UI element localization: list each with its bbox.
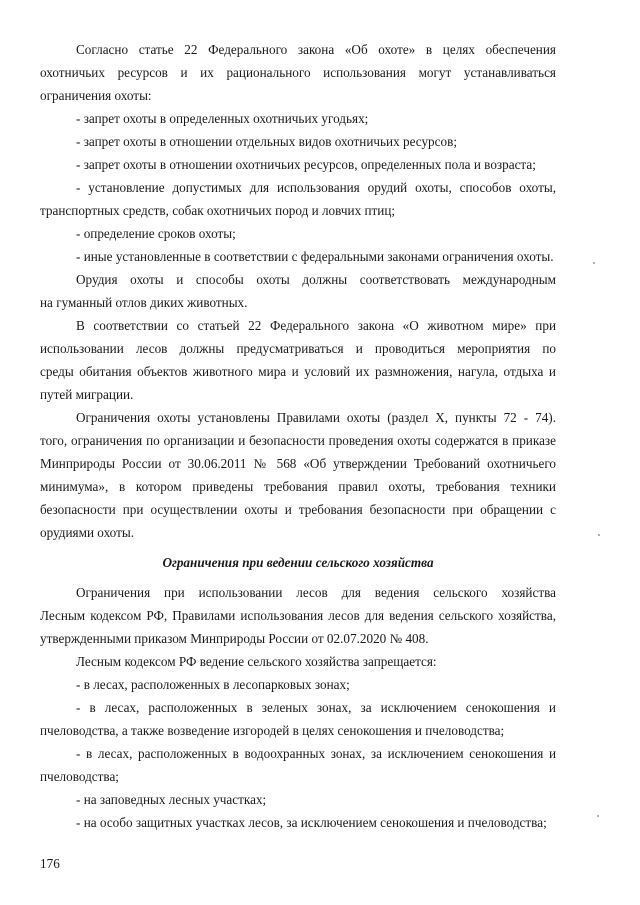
text-line: - на особо защитных участках лесов, за исключением сенокошения и пчеловодства; [76,815,547,830]
text-line: на гуманный отлов диких животных. [40,295,248,310]
text-line: использовании лесов должны предусматриваться и проводиться мероприятия по [40,341,556,356]
text-line: Ограничения при использовании лесов для ведения сельского хозяйства [76,585,556,600]
text-line: орудиями охоты. [40,525,135,540]
scan-speck [597,815,599,817]
text-line: Лесным кодексом РФ ведение сельского хозяйства запрещается: [76,654,437,669]
text-line: - на заповедных лесных участках; [76,792,267,807]
text-line: Лесным кодексом РФ, Правилами использования лесов для ведения сельского хозяйства, [40,608,556,623]
scan-speck [593,262,595,264]
text-line: - запрет охоты в определенных охотничьих угодьях; [76,111,369,126]
scan-speck [598,534,600,536]
text-line: безопасности при осуществлении охоты и требования безопасности при обращении с [40,502,556,517]
text-line: минимума», в котором приведены требования правил охоты, требования техники [40,479,556,494]
text-line: пчеловодства, а также возведение изгородей в целях сенокошения и пчеловодства; [40,723,505,738]
text-line: - установление допустимых для использования орудий охоты, способов охоты, [76,180,556,195]
text-line: - в лесах, расположенных в лесопарковых зонах; [76,677,350,692]
text-line: Ограничения охоты установлены Правилами охоты (раздел X, пункты 72 - 74). [76,410,556,425]
text-line: В соответствии со статьей 22 Федерального закона «О животном мире» при [76,318,556,333]
text-line: транспортных средств, собак охотничьих пород и ловчих птиц; [40,203,396,218]
text-line: Минприроды России от 30.06.2011 № 568 «Об утверждении Требований охотничьего [40,456,556,471]
text-line: - запрет охоты в отношении отдельных видов охотничьих ресурсов; [76,134,457,149]
text-line: Орудия охоты и способы охоты должны соответствовать международным [76,272,556,287]
text-line: утвержденными приказом Минприроды России от 02.07.2020 № 408. [40,631,429,646]
text-line: Согласно статье 22 Федерального закона «Об охоте» в целях обеспечения [76,42,556,57]
text-line: охотничьих ресурсов и их рационального использования могут устанавливаться [40,65,556,80]
text-line: - запрет охоты в отношении охотничьих ресурсов, определенных пола и возраста; [76,157,536,172]
text-line: - иные установленные в соответствии с федеральными законами ограничения охоты. [76,249,554,264]
text-line: среды обитания объектов животного мира и условий их размножения, нагула, отдыха и [40,364,556,379]
text-line: пчеловодства; [40,769,119,784]
section-heading: Ограничения при ведении сельского хозяйства [162,555,434,570]
text-line: ограничения охоты: [40,88,152,103]
text-line: - в лесах, расположенных в водоохранных зонах, за исключением сенокошения и [76,746,556,761]
text-line: - определение сроков охоты; [76,226,236,241]
text-line: того, ограничения по организации и безопасности проведения охоты содержатся в приказе [40,433,556,448]
text-line: путей миграции. [40,387,134,402]
text-line: - в лесах, расположенных в зеленых зонах, за исключением сенокошения и [76,700,556,715]
page-number: 176 [40,856,60,871]
